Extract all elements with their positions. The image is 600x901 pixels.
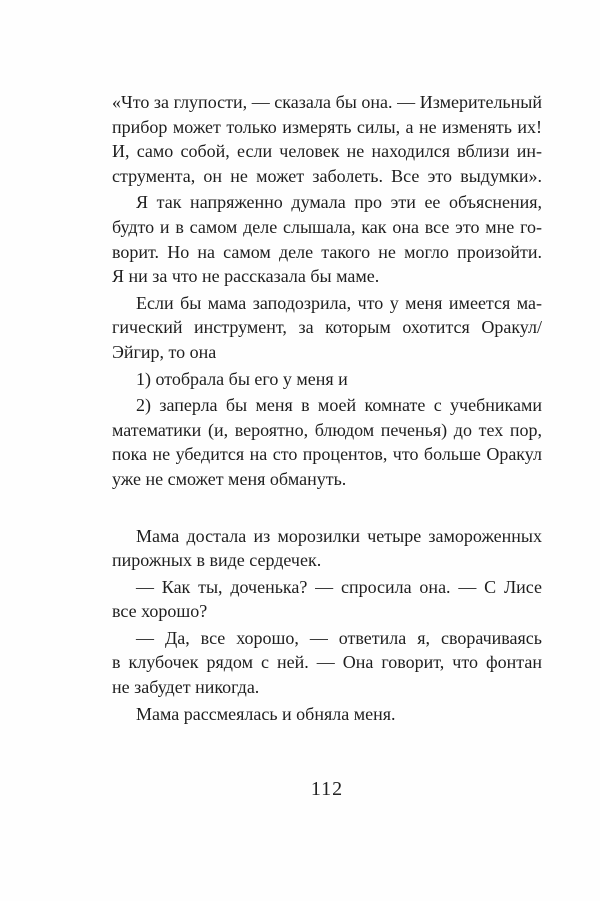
text-line: будто и в самом деле слышала, как она все это мне го- bbox=[112, 216, 542, 237]
paragraph bbox=[112, 575, 542, 624]
paragraph bbox=[112, 524, 542, 573]
text-line: не забудет никогда. bbox=[112, 677, 260, 698]
paragraph bbox=[112, 90, 542, 188]
text-line: в клубочек рядом с ней. — Она говорит, что фонтан bbox=[112, 652, 542, 673]
page-number: 112 bbox=[310, 778, 344, 800]
text-line: струмента, он не может заболеть. Все это выдумки». bbox=[112, 165, 542, 186]
text-line: 1) отобрала бы его у меня и bbox=[136, 368, 348, 389]
text-line: Мама рассмеялась и обняла меня. bbox=[136, 703, 396, 724]
paragraph bbox=[112, 393, 542, 491]
paragraph bbox=[112, 702, 542, 727]
text-line: Я ни за что не рассказала бы маме. bbox=[112, 266, 380, 287]
paragraph bbox=[112, 367, 542, 392]
text-line: математики (и, вероятно, блюдом печенья) до тех пор, bbox=[112, 419, 542, 440]
text-block bbox=[112, 90, 542, 726]
text-line: 2) заперла бы меня в моей комнате с учебниками bbox=[136, 395, 542, 416]
text-line: — Да, все хорошо, — ответила я, сворачиваясь bbox=[136, 627, 542, 648]
text-line: гический инструмент, за которым охотится Оракул/ bbox=[112, 317, 542, 338]
text-line: уже не сможет меня обмануть. bbox=[112, 468, 347, 489]
text-line: И, само собой, если человек не находился вблизи ин- bbox=[112, 141, 542, 162]
text-line: ворит. Но на самом деле такого не могло произойти. bbox=[112, 241, 542, 262]
text-line: Эйгир, то она bbox=[112, 341, 217, 362]
text-line: Мама достала из морозилки четыре замороженных bbox=[136, 525, 542, 546]
text-line: Я так напряженно думала про эти ее объяснения, bbox=[136, 192, 542, 213]
text-line: пирожных в виде сердечек. bbox=[112, 550, 322, 571]
text-line: Если бы мама заподозрила, что у меня имеется ма- bbox=[136, 292, 542, 313]
text-line: — Как ты, доченька? — спросила она. — С Лисе bbox=[136, 576, 542, 597]
text-line: все хорошо? bbox=[112, 601, 208, 622]
text-line: пока не убедится на сто процентов, что больше Оракул bbox=[112, 444, 542, 465]
paragraph bbox=[112, 291, 542, 365]
text-line: «Что за глупости, — сказала бы она. — Измерительный bbox=[112, 92, 542, 112]
paragraph bbox=[112, 626, 542, 700]
paragraph bbox=[112, 190, 542, 288]
text-line: прибор может только измерять силы, а не изменять их! bbox=[112, 116, 542, 137]
